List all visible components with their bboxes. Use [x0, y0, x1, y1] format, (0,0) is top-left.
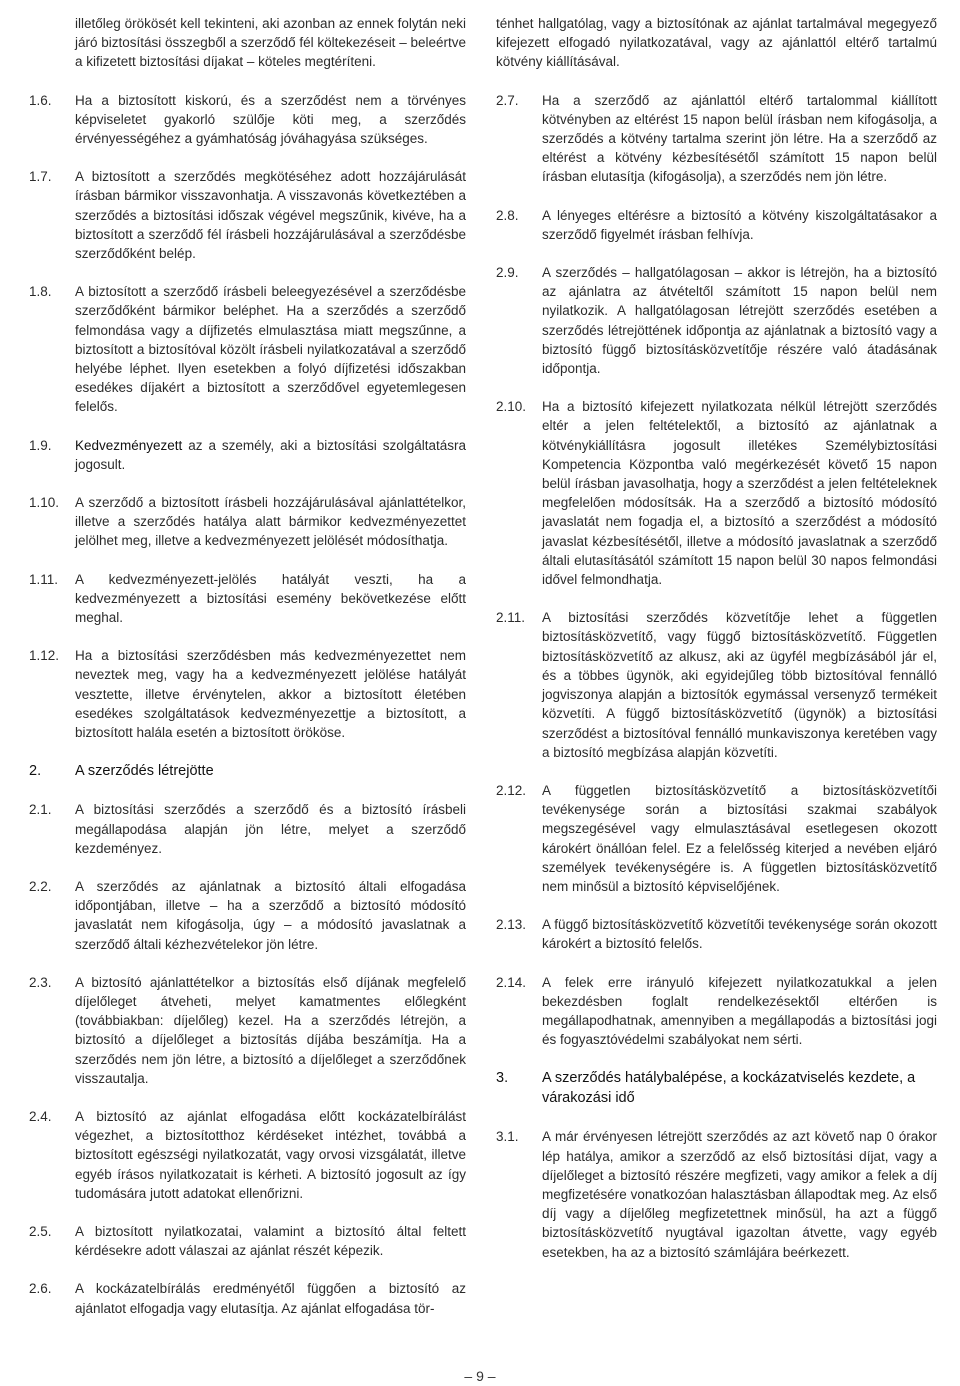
- clause-3-1: 3.1. A már érvényesen létrejött szerződés az azt követő nap 0 órakor lép hatálya, amikor a szerződő az első biztosítási díjat, vagy a díjelőleget a biztosító részére megfizeti, vagy amikor a felek a díj megfizetésére vonatkozóan halasztásban állapodtak meg. Az első díj vagy a díjelőleg megfizetettnek minősül, ha azt a függő biztosításközvetítő nyugtával igazoltan átvette, vagy egyéb esetekben, ha az a biztosító számlájára beérkezett.: [496, 1129, 937, 1260]
- clause-2-12: 2.12. A független biztosításközvetítő a biztosításközvetítői tevékenysége során a biztosítási szakmai szabályok megszegésével vagy elmulasztásával esetlegesen okozott károkért önállóan felel. Ez a felelősség kiterjed a nevében eljáró személyek tevékenységére is. A független biztosításközvetítő nem minősül a biztosító képviselőjének.: [496, 782, 937, 894]
- clause-1-10: 1.10. A szerződő a biztosított írásbeli hozzájárulásával ajánlattételkor, illetve a szerződés hatálya alatt bármikor kedvezményezettet jelölhet meg, illetve a kedvezményezett jelölését módosíthatja.: [29, 495, 466, 549]
- clause-2-11: 2.11. A biztosítási szerződés közvetítője lehet a független biztosításközvetítő, vagy függő biztosításközvetítő. Független biztosításközvetítő az alkusz, aki az ügyfél megbízásából jár el, és a többes ügynök, aki egyidejűleg több biztosítóval fennálló jogviszonya alapján a biztosítók egymással versenyző termékeit közvetíti. A függő biztosításközvetítő (ügynök) a biztosítási szerződést a biztosítóval fennálló munkaviszonya keretében vagy a biztosító megbízása alapján közvetíti.: [496, 610, 937, 760]
- clause-2-7: 2.7. Ha a szerződő az ajánlattól eltérő tartalommal kiállított kötvényben az eltérést 15 napon belül írásban nem kifogásolja, a szerződés a kötvény tartalma szerint jön létre. Ha a szerződő az eltérést a kötvény kézbesítésétől számított 15 napon belül írásban elutasítja (kifogásolja), a szerződés nem jön létre.: [496, 92, 937, 185]
- clause-2-4: 2.4. A biztosító az ajánlat elfogadása előtt kockázatelbírálást végezhet, a biztosítotthoz kérdéseket intézhet, továbbá a biztosított egészségi nyilatkozatát, vagy orvosi vizsgálatát, illetve egyéb írásos nyilatkozatait is kérheti. A biztosító jogosult az így tudomására jutott adatokat ellenőrizni.: [29, 1108, 466, 1201]
- clause-1-7: 1.7. A biztosított a szerződés megkötéséhez adott hozzájárulását írásban bármikor visszavonhatja. A visszavonás következtében a szerződés a biztosítási időszak végével megszűnik, kivéve, ha a biztosított a szerződő fél írásbeli hozzájárulásával a szerződésbe szerződőként belép.: [29, 169, 466, 262]
- intro-paragraph-left: illetőleg örökösét kell tekinteni, aki azonban az ennek folytán neki járó biztosítási összegből a szerződő fél költekezéseit – beleértve a kifizetett biztosítási díjakat – köteles megtéríteni.: [75, 16, 466, 70]
- clause-2-10: 2.10. Ha a biztosító kifejezett nyilatkozata nélkül létrejött szerződés eltér a jelen feltételektől, a biztosító az ajánlatnak a kötvénykiállításra jogosult illetékes Személybiztosítási Kompetencia Központba való megérkezését követő 15 napon belül írásban javasolhatja, hogy a szerződést a jelen feltételeknek megfelelően módosítsák. Ha a szerződő a biztosító módosító javaslatát nem fogadja el, a biztosító a szerződést a módosító javaslat kézbesítésétől, illetve a módosító javaslatnak a szerződő általi elutasításától számított 15 napon belül 30 napos felmondási idővel felmondhatja.: [496, 399, 937, 588]
- clause-2-8: 2.8. A lényeges eltérésre a biztosító a kötvény kiszolgáltatásakor a szerződő figyelmét írásban felhívja.: [496, 207, 937, 242]
- defined-term: Kedvezményezett: [75, 437, 183, 453]
- clause-2-14: 2.14. A felek erre irányuló kifejezett nyilatkozatukkal a jelen bekezdésben foglalt rendelkezésektől eltérően is megállapodhatnak, amennyiben a megállapodás a biztosítási jogi és fogyasztóvédelmi szabályokat nem sérti.: [496, 974, 937, 1048]
- clause-1-12: 1.12. Ha a biztosítási szerződésben más kedvezményezettet nem neveztek meg, vagy ha a kedvezményezett jelölése hatályát vesztette, illetve érvénytelen, akkor a biztosított életében esedékes szolgáltatások kedvezményezettje a biztosított, a biztosított halála esetén a biztosított örököse.: [29, 648, 466, 741]
- clause-2-13: 2.13. A függő biztosításközvetítő közvetítői tevékenysége során okozott károkért a biztosító felelős.: [496, 917, 937, 952]
- clause-2-1: 2.1. A biztosítási szerződés a szerződő és a biztosító írásbeli megállapodása alapján jön létre, melyet a szerződő kezdeményez.: [29, 802, 466, 856]
- right-column: [496, 14, 937, 1262]
- clause-2-5: 2.5. A biztosított nyilatkozatai, valamint a biztosító által feltett kérdésekre adott válaszai az ajánlat részét képezik.: [29, 1223, 466, 1259]
- clause-1-6: 1.6. Ha a biztosított kiskorú, és a szerződést nem a törvényes képviseletet gyakorló szülője köti meg, a szerződés érvényességéhez a gyámhatóság jóváhagyása szükséges.: [29, 92, 466, 147]
- clause-2-9: 2.9. A szerződés – hallgatólagosan – akkor is létrejön, ha a biztosító az ajánlatra az átvételtől számított 15 napon belül nem nyilatkozik. A hallgatólagosan létrejött szerződés esetében a szerződés létrejöttének időpontja az ajánlatnak a biztosító vagy a biztosító függő biztosításközvetítője részére való átadásának időpontja.: [496, 265, 937, 377]
- clause-2-6: 2.6. A kockázatelbírálás eredményétől függően a biztosító az ajánlatot elfogadja vagy elutasítja. Az ajánlat elfogadása tör-: [29, 1281, 466, 1316]
- clause-1-11: 1.11. A kedvezményezett-jelölés hatályát veszti, ha a kedvezményezett a biztosítási esemény bekövetkezése előtt meghal.: [29, 571, 466, 626]
- intro-paragraph-right: ténhet hallgatólag, vagy a biztosítónak az ajánlat tartalmával megegyező kifejezett elfogadó nyilatkozatával, vagy az ajánlattól eltérő tartalmú kötvény kiállításával.: [496, 16, 937, 70]
- clause-1-9: 1.9. Kedvezményezett az a személy, aki a biztosítási szolgáltatásra jogosult.: [29, 437, 466, 472]
- section-heading-2: 2. A szerződés létrejötte: [29, 763, 214, 780]
- left-column: [29, 14, 466, 1318]
- clause-2-3: 2.3. A biztosító ajánlattételkor a biztosítás első díjának megfelelő díjelőleget átveheti, melyet kamatmentes előlegként (továbbiakban: díjelőleg) kezel. Ha a szerződés létrejön, a biztosító a díjelőleget a biztosítás díjába beszámítja. Ha a szerződés nem jön létre, a biztosító a díjelőleget a szerződőnek visszautalja.: [29, 974, 466, 1086]
- clause-2-2: 2.2. A szerződés az ajánlatnak a biztosító általi elfogadása időpontjában, illetve – ha a szerződő a biztosító módosító javaslatát nem kifogásolja, úgy – a módosító javaslatnak a szerződő általi kézhezvételekor jön létre.: [29, 878, 466, 952]
- page-number: – 9 –: [464, 1368, 496, 1384]
- clause-1-8: 1.8. A biztosított a szerződő írásbeli beleegyezésével a szerződésbe szerződőként bármikor beléphet. Ha a szerződés a szerződő felmondása vagy a díjfizetés elmulasztása miatt megszűnne, a biztosított a biztosítóval közölt írásbeli nyilatkozatával a szerződő helyébe léphet. Ilyen esetekben a folyó díjfizetési időszakban esedékes díjakért a biztosított a szerződővel egyetemlegesen felelős.: [29, 284, 466, 415]
- section-heading-3: 3. A szerződés hatálybalépése, a kockázatviselés kezdete, a várakozási idő: [496, 1070, 916, 1107]
